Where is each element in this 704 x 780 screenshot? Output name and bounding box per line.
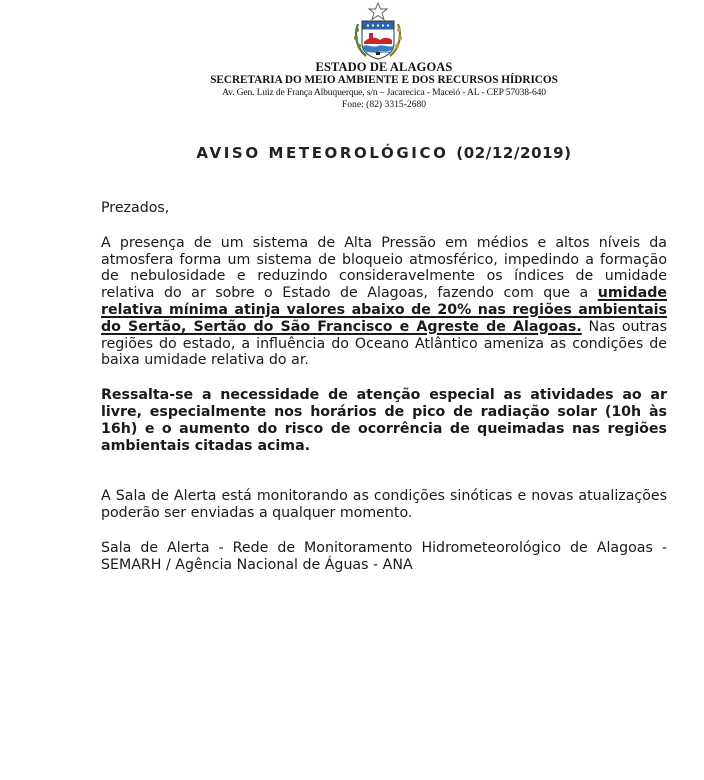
greeting: Prezados,	[101, 200, 170, 216]
paragraph-intro: A presença de um sistema de Alta Pressão em médios e altos níveis da atmosfera forma um sistema de bloqueio atmosférico, impedindo a formação de nebulosidade e reduzindo consideravelmente os índices de umidade relativa do ar sobre o Estado de Alagoas, fazendo com que a	[101, 234, 667, 302]
title-date: (02/12/2019)	[456, 144, 572, 162]
document-body	[101, 200, 667, 574]
paragraph-recommendation: Ressalta-se a necessidade de atenção especial as atividades ao ar livre, especialmente nos horários de pico de radiação solar (10h às 16h) e o aumento do risco de ocorrência de queimadas nas regiões ambientais citadas acima.	[101, 387, 667, 454]
letterhead	[0, 61, 704, 111]
document-title	[0, 144, 704, 162]
alagoas-coat-of-arms-icon	[350, 2, 406, 62]
humidity-warning-highlight: umidade relativa mínima atinja valores abaixo de 20% nas regiões ambientais do Sertão, Sertão do São Francisco e Agreste de Alagoas.	[101, 285, 667, 335]
secretariat-name: SECRETARIA DO MEIO AMBIENTE E DOS RECURSOS HÍDRICOS	[210, 74, 558, 86]
paragraph-monitoring: A Sala de Alerta está monitorando as condições sinóticas e novas atualizações poderão ser enviadas a qualquer momento.	[101, 488, 667, 522]
signature: Sala de Alerta - Rede de Monitoramento Hidrometeorológico de Alagoas - SEMARH / Agência Nacional de Águas - ANA	[101, 539, 667, 573]
address: Av. Gen. Luiz de França Albuquerque, s/n – Jacarecica - Maceió - AL - CEP 57038-640	[222, 87, 546, 98]
phone: Fone: (82) 3315-2680	[341, 99, 427, 110]
paragraph-outro: Nas outras regiões do estado, a influência do Oceano Atlântico ameniza as condições de baixa umidade relativa do ar.	[101, 318, 667, 369]
paragraph-conditions	[101, 235, 667, 369]
title-label: AVISO METEOROLÓGICO	[196, 144, 449, 162]
state-name: ESTADO DE ALAGOAS	[315, 60, 453, 74]
